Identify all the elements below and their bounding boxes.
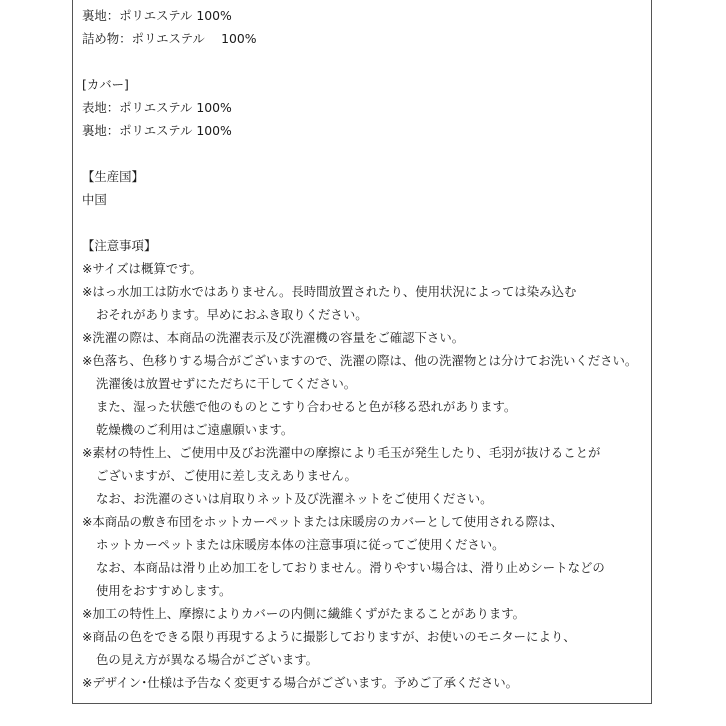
note-line: ※デザイン･仕様は予告なく変更する場合がございます。予めご了承ください。 xyxy=(82,675,518,690)
note-line: 使用をおすすめします。 xyxy=(96,583,232,598)
note-line: 乾燥機のご利用はご遠慮願います。 xyxy=(96,422,294,437)
note-line: ホットカーペットまたは床暖房本体の注意事項に従ってご使用ください。 xyxy=(96,537,505,552)
note-line: ※素材の特性上、ご使用中及びお洗濯中の摩擦により毛玉が発生したり、毛羽が抜けることが xyxy=(82,445,601,460)
note-line: また、湿った状態で他のものとこすり合わせると色が移る恐れがあります。 xyxy=(96,399,517,414)
spec-filling: 詰め物：ポリエステル 100% xyxy=(82,31,257,46)
notes-header: 【注意事項】 xyxy=(82,238,157,253)
note-line: 洗濯後は放置せずにただちに干してください。 xyxy=(96,376,357,391)
cover-outer: 表地：ポリエステル 100% xyxy=(82,100,232,115)
note-line: なお、本商品は滑り止め加工をしておりません。滑りやすい場合は、滑り止めシートなどの xyxy=(96,560,605,575)
spacer xyxy=(82,211,652,234)
note-line: ※本商品の敷き布団をホットカーペットまたは床暖房のカバーとして使用される際は、 xyxy=(82,514,563,529)
note-line: ※色落ち、色移りする場合がございますので、洗濯の際は、他の洗濯物とは分けてお洗いください。 xyxy=(82,353,638,368)
cover-lining: 裏地：ポリエステル 100% xyxy=(82,123,232,138)
note-line: おそれがあります。早めにおふき取りください。 xyxy=(96,307,368,322)
note-line: ※サイズは概算です。 xyxy=(82,261,202,276)
note-line: ございますが、ご使用に差し支えありません。 xyxy=(96,468,357,483)
note-line: ※商品の色をできる限り再現するように撮影しておりますが、お使いのモニターにより、 xyxy=(82,629,576,644)
spec-lining: 裏地：ポリエステル 100% xyxy=(82,8,232,23)
note-line: ※はっ水加工は防水ではありません。長時間放置されたり、使用状況によっては染み込む xyxy=(82,284,577,299)
product-details-text xyxy=(82,4,652,694)
note-line: 色の見え方が異なる場合がございます。 xyxy=(96,652,319,667)
note-line: なお、お洗濯のさいは肩取りネット及び洗濯ネットをご使用ください。 xyxy=(96,491,493,506)
cover-header: [カバー] xyxy=(82,77,129,92)
note-line: ※洗濯の際は、本商品の洗濯表示及び洗濯機の容量をご確認下さい。 xyxy=(82,330,465,345)
spacer xyxy=(82,142,652,165)
origin-value: 中国 xyxy=(82,192,107,207)
origin-header: 【生産国】 xyxy=(82,169,144,184)
note-line: ※加工の特性上、摩擦によりカバーの内側に繊維くずがたまることがあります。 xyxy=(82,606,526,621)
spacer xyxy=(82,50,652,73)
